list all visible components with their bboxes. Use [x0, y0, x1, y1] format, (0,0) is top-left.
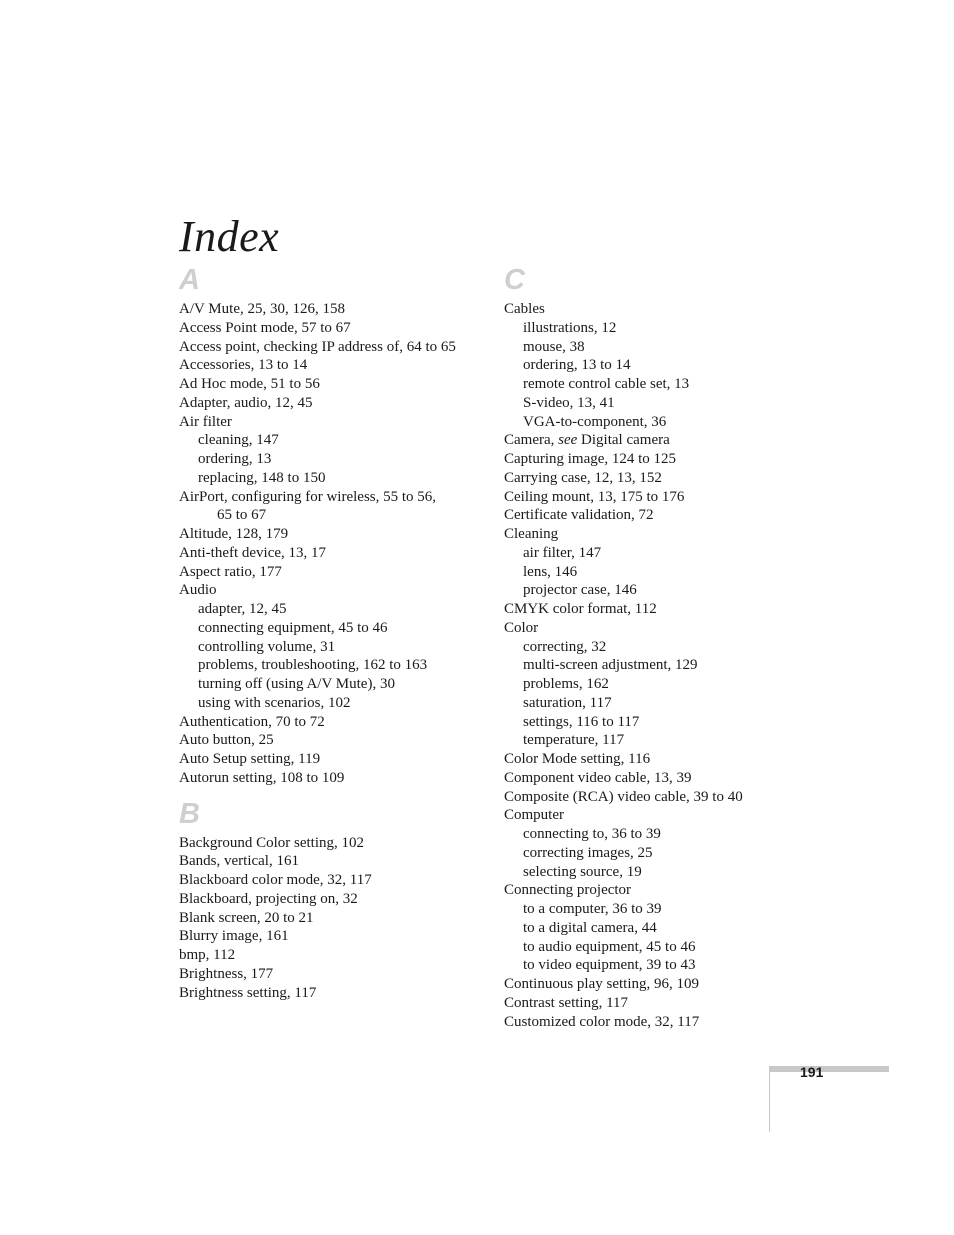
index-entry: Auto Setup setting, 119 — [179, 751, 321, 767]
footer-divider — [769, 1066, 770, 1132]
index-entry: Bands, vertical, 161 — [179, 853, 299, 870]
index-subentry: to a computer, 36 to 39 — [523, 901, 662, 917]
index-subentry: controlling volume, 31 — [198, 638, 336, 655]
index-subentry: adapter, 12, 45 — [198, 601, 287, 617]
index-subentry: projector case, 146 — [523, 582, 637, 599]
index-entry: Brightness, 177 — [179, 965, 274, 982]
index-subentry: multi-screen adjustment, 129 — [523, 657, 698, 674]
index-entry: Brightness setting, 117 — [179, 984, 317, 1001]
section-letter-c: C — [504, 264, 525, 296]
index-entry: Capturing image, 124 to 125 — [504, 451, 677, 467]
index-subentry: remote control cable set, 13 — [523, 376, 690, 392]
index-entry-continuation: 65 to 67 — [217, 507, 267, 524]
index-entry: Contrast setting, 117 — [504, 994, 629, 1011]
index-subentry: cleaning, 147 — [198, 432, 279, 449]
index-subentry: VGA-to-component, 36 — [523, 413, 667, 430]
index-entry: Accessories, 13 to 14 — [179, 357, 308, 374]
index-entry: Audio — [179, 582, 217, 599]
index-entry: Aspect ratio, 177 — [179, 563, 282, 580]
section-letter-a: A — [179, 264, 200, 296]
index-entry: Blackboard color mode, 32, 117 — [179, 872, 372, 888]
index-subentry: saturation, 117 — [523, 694, 612, 711]
index-subentry: S-video, 13, 41 — [523, 394, 615, 411]
see-reference: see — [558, 432, 578, 449]
index-subentry: to a digital camera, 44 — [523, 919, 657, 936]
index-entry: Connecting projector — [504, 882, 632, 899]
index-subentry: settings, 116 to 117 — [523, 713, 640, 730]
index-subentry: correcting images, 25 — [523, 844, 653, 861]
index-entry: A/V Mute, 25, 30, 126, 158 — [179, 301, 345, 317]
index-subentry: problems, troubleshooting, 162 to 163 — [198, 657, 428, 674]
index-entry: Computer — [504, 807, 564, 824]
index-entry: CMYK color format, 112 — [504, 601, 657, 617]
index-entry: Access point, checking IP address of, 64 to 65 — [179, 338, 456, 355]
index-entry: Anti-theft device, 13, 17 — [179, 544, 327, 561]
index-entry: Access Point mode, 57 to 67 — [179, 319, 351, 336]
section-letter-b: B — [179, 797, 200, 830]
index-entry-text: AirPort, configuring for wireless, 55 to 56, — [179, 488, 437, 505]
index-subentry: connecting to, 36 to 39 — [523, 826, 661, 842]
index-entry-text: Digital camera — [581, 432, 670, 449]
index-subentry: turning off (using A/V Mute), 30 — [198, 676, 395, 692]
index-entry: Cleaning — [504, 526, 559, 542]
index-subentry: correcting, 32 — [523, 638, 607, 655]
index-entry: Carrying case, 12, 13, 152 — [504, 469, 662, 486]
index-entry: Composite (RCA) video cable, 39 to 40 — [504, 788, 743, 805]
index-subentry: ordering, 13 — [198, 451, 272, 467]
index-entry: Continuous play setting, 96, 109 — [504, 976, 699, 992]
index-entry: Blackboard, projecting on, 32 — [179, 890, 358, 907]
index-subentry: illustrations, 12 — [523, 319, 617, 336]
index-column-right — [504, 262, 804, 1031]
index-subentry: problems, 162 — [523, 676, 609, 692]
index-entry-text: Camera, — [504, 432, 555, 449]
index-entry: Color Mode setting, 116 — [504, 751, 651, 767]
index-entry: Adapter, audio, 12, 45 — [179, 394, 313, 411]
index-entry: Cables — [504, 301, 545, 317]
index-column-left — [179, 262, 479, 1002]
index-subentry: mouse, 38 — [523, 338, 585, 355]
index-subentry: temperature, 117 — [523, 732, 625, 749]
index-entry: Background Color setting, 102 — [179, 834, 364, 851]
index-entry: Altitude, 128, 179 — [179, 526, 289, 542]
page-number: 191 — [800, 1064, 824, 1080]
index-entry: Auto button, 25 — [179, 732, 274, 749]
index-entry — [179, 488, 479, 526]
index-entry: Blurry image, 161 — [179, 928, 289, 945]
index-subentry: connecting equipment, 45 to 46 — [198, 619, 388, 636]
index-subentry: to audio equipment, 45 to 46 — [523, 938, 696, 955]
index-entry: Certificate validation, 72 — [504, 507, 654, 524]
index-entry: Ceiling mount, 13, 175 to 176 — [504, 488, 685, 505]
index-entry: Component video cable, 13, 39 — [504, 769, 692, 786]
index-subentry: using with scenarios, 102 — [198, 694, 351, 711]
index-entry: Blank screen, 20 to 21 — [179, 909, 314, 926]
index-entry: Color — [504, 619, 539, 636]
index-entry: Ad Hoc mode, 51 to 56 — [179, 376, 320, 392]
page-title: Index — [179, 212, 280, 262]
index-entry: Air filter — [179, 413, 232, 430]
footer-bar — [769, 1066, 889, 1072]
index-entry: Autorun setting, 108 to 109 — [179, 769, 345, 786]
index-subentry: to video equipment, 39 to 43 — [523, 957, 696, 974]
index-subentry: ordering, 13 to 14 — [523, 357, 631, 374]
index-entry-camera — [504, 431, 804, 450]
index-entry: Authentication, 70 to 72 — [179, 713, 325, 730]
index-entry: bmp, 112 — [179, 947, 236, 963]
index-subentry: replacing, 148 to 150 — [198, 469, 326, 486]
index-subentry: air filter, 147 — [523, 544, 602, 561]
index-subentry: selecting source, 19 — [523, 863, 642, 880]
index-entry: Customized color mode, 32, 117 — [504, 1013, 700, 1030]
index-subentry: lens, 146 — [523, 563, 578, 580]
